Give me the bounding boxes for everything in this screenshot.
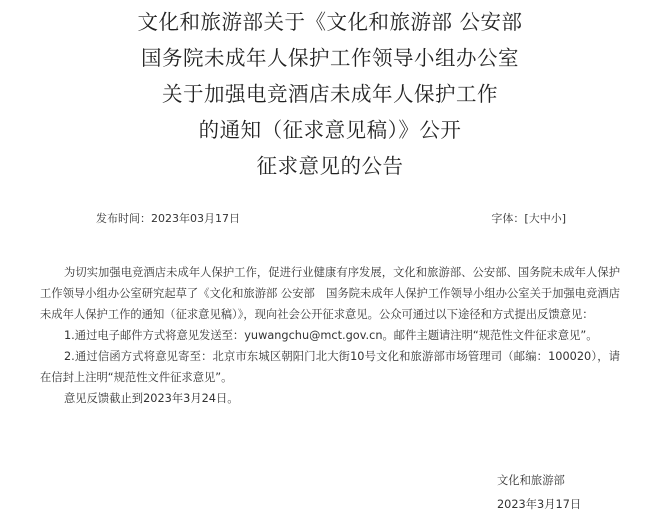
publish-date: 2023年03月17日: [151, 212, 240, 225]
title-line-5: 征求意见的公告: [256, 154, 404, 178]
email-method-prefix: 1.通过电子邮件方式将意见发送至：: [64, 329, 245, 342]
publish-time: [96, 210, 240, 226]
article-body: [40, 262, 620, 409]
signature-date: 2023年3月17日: [497, 498, 582, 511]
email-method-paragraph: [40, 325, 620, 346]
title-line-2: 国务院未成年人保护工作领导小组办公室: [141, 46, 519, 70]
letter-method-paragraph: 2.通过信函方式将意见寄至：北京市东城区朝阳门北大街10号文化和旅游部市场管理司（邮编：100020），请在信封上注明“规范性文件征求意见”。: [40, 350, 620, 384]
email-method-suffix: 。邮件主题请注明“规范性文件征求意见”。: [382, 329, 598, 342]
intro-paragraph: 为切实加强电竞酒店未成年人保护工作，促进行业健康有序发展，文化和旅游部、公安部、国务院未成年人保护工作领导小组办公室研究起草了《文化和旅游部 公安部 国务院未成年人保护工作领导小组办公室关于加强电竞酒店未成年人保护工作的通知（征求意见稿）》，现向社会公开征求意见。公众可通过以下途径和方式提出反馈意见：: [40, 266, 620, 321]
article-meta: [96, 210, 566, 228]
signature-org: 文化和旅游部: [497, 474, 565, 487]
title-line-1: 文化和旅游部关于《文化和旅游部 公安部: [137, 10, 523, 34]
font-size-switch[interactable]: [大中小]: [524, 212, 566, 225]
title-line-3: 关于加强电竞酒店未成年人保护工作: [162, 82, 498, 106]
article-title: [0, 4, 660, 184]
font-size-label: 字体：: [491, 212, 525, 225]
font-size-control: [491, 210, 566, 226]
title-line-4: 的通知（征求意见稿）》公开: [198, 118, 462, 142]
deadline-paragraph: 意见反馈截止到2023年3月24日。: [64, 392, 239, 405]
signature-block: [497, 469, 581, 517]
publish-label: 发布时间：: [96, 212, 151, 225]
feedback-email-link[interactable]: yuwangchu@mct.gov.cn: [244, 329, 383, 342]
